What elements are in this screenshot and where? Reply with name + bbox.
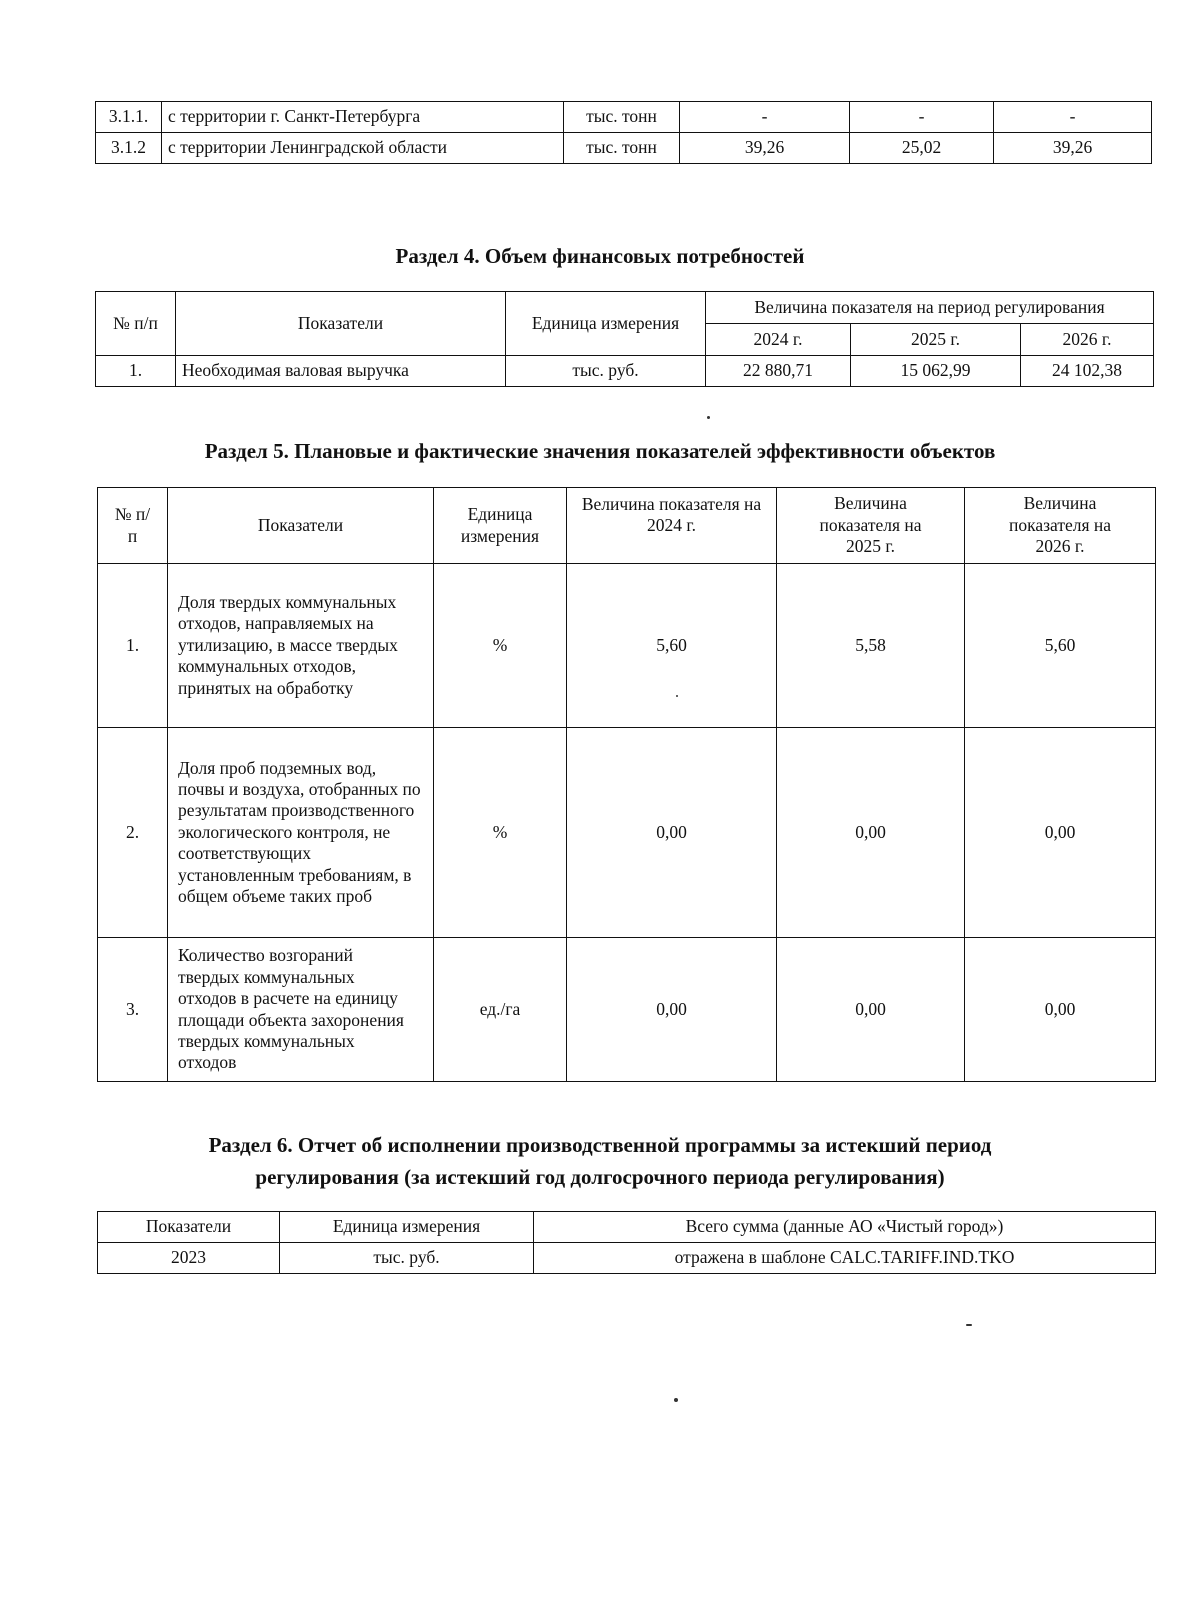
- section6-title-line1: Раздел 6. Отчет об исполнении производственной программы за истекший период: [208, 1133, 992, 1157]
- header-total: Всего сумма (данные АО «Чистый город»): [534, 1212, 1156, 1243]
- unit: тыс. тонн: [564, 102, 680, 133]
- header-num: № п/п: [98, 488, 168, 564]
- header-year: 2025 г.: [851, 324, 1021, 356]
- value-cell: 0,00: [567, 938, 777, 1082]
- section5-title: Раздел 5. Плановые и фактические значения показателей эффективности объектов: [204, 439, 996, 463]
- section4-title: Раздел 4. Объем финансовых потребностей: [395, 244, 805, 268]
- top-continuation-table: [95, 101, 1152, 164]
- value-cell: 0,00: [777, 728, 965, 938]
- indicator-name: с территории г. Санкт-Петербурга: [162, 102, 564, 133]
- header-unit: Единица измерения: [506, 292, 706, 356]
- value-cell: 0,00: [965, 938, 1156, 1082]
- value-cell: 15 062,99: [851, 356, 1021, 387]
- header-indicator: Показатели: [176, 292, 506, 356]
- scan-speck: [674, 1398, 678, 1402]
- table-row: [98, 564, 1156, 728]
- indicator-name: Количество возгораний твердых коммунальных отходов в расчете на единицу площади объекта захоронения твердых коммунальных отходов: [168, 938, 434, 1082]
- header-value-2025: Величина показателя на 2025 г.: [777, 488, 965, 564]
- table-row: [98, 728, 1156, 938]
- row-number: 3.1.2: [96, 133, 162, 164]
- scan-speck: [707, 416, 710, 419]
- indicator-name: с территории Ленинградской области: [162, 133, 564, 164]
- header-num: № п/п: [96, 292, 176, 356]
- header-value-2024: Величина показателя на 2024 г.: [567, 488, 777, 564]
- table-row: [96, 102, 1152, 133]
- header-row: [96, 292, 1154, 324]
- unit: %: [434, 728, 567, 938]
- indicator-name: Доля твердых коммунальных отходов, направляемых на утилизацию, в массе твердых коммунальных отходов, принятых на обработку: [168, 564, 434, 728]
- table-row: [96, 133, 1152, 164]
- year-cell: 2023: [98, 1243, 280, 1274]
- row-number: 1.: [98, 564, 168, 728]
- header-indicator: Показатели: [168, 488, 434, 564]
- header-unit: Единица измерения: [280, 1212, 534, 1243]
- header-row: [98, 1212, 1156, 1243]
- value-cell: 5,60: [567, 564, 777, 728]
- value-cell: 39,26: [994, 133, 1152, 164]
- header-year: 2024 г.: [706, 324, 851, 356]
- value-cell: 25,02: [850, 133, 994, 164]
- header-row: [98, 488, 1156, 564]
- table-row: [96, 356, 1154, 387]
- section6-table: [97, 1211, 1156, 1274]
- total-cell: отражена в шаблоне CALC.TARIFF.IND.TKO: [534, 1243, 1156, 1274]
- unit: тыс. руб.: [280, 1243, 534, 1274]
- unit: %: [434, 564, 567, 728]
- row-number: 3.: [98, 938, 168, 1082]
- value-cell: 24 102,38: [1021, 356, 1154, 387]
- value-cell: 5,58: [777, 564, 965, 728]
- value-cell: 39,26: [680, 133, 850, 164]
- header-year: 2026 г.: [1021, 324, 1154, 356]
- header-value-group: Величина показателя на период регулирования: [706, 292, 1154, 324]
- value-cell: 0,00: [777, 938, 965, 1082]
- indicator-name: Необходимая валовая выручка: [176, 356, 506, 387]
- value-cell: -: [680, 102, 850, 133]
- unit: тыс. тонн: [564, 133, 680, 164]
- value-cell: -: [850, 102, 994, 133]
- table-row: [98, 1243, 1156, 1274]
- unit: тыс. руб.: [506, 356, 706, 387]
- unit: ед./га: [434, 938, 567, 1082]
- value-cell: -: [994, 102, 1152, 133]
- value-cell: 0,00: [567, 728, 777, 938]
- value-cell: 22 880,71: [706, 356, 851, 387]
- indicator-name: Доля проб подземных вод, почвы и воздуха, отобранных по результатам производственного экологического контроля, не соответствующих установленным требованиям, в общем объеме таких проб: [168, 728, 434, 938]
- section5-table: [97, 487, 1156, 1082]
- table-row: [98, 938, 1156, 1082]
- row-number: 2.: [98, 728, 168, 938]
- header-unit: Единица измерения: [434, 488, 567, 564]
- row-number: 3.1.1.: [96, 102, 162, 133]
- value-cell: 0,00: [965, 728, 1156, 938]
- scan-speck: [966, 1324, 972, 1326]
- section6-title-line2: регулирования (за истекший год долгосрочного периода регулирования): [255, 1165, 945, 1189]
- header-indicator: Показатели: [98, 1212, 280, 1243]
- header-value-2026: Величина показателя на 2026 г.: [965, 488, 1156, 564]
- section4-table: [95, 291, 1154, 387]
- row-number: 1.: [96, 356, 176, 387]
- value-cell: 5,60: [965, 564, 1156, 728]
- scan-speck: [676, 695, 678, 697]
